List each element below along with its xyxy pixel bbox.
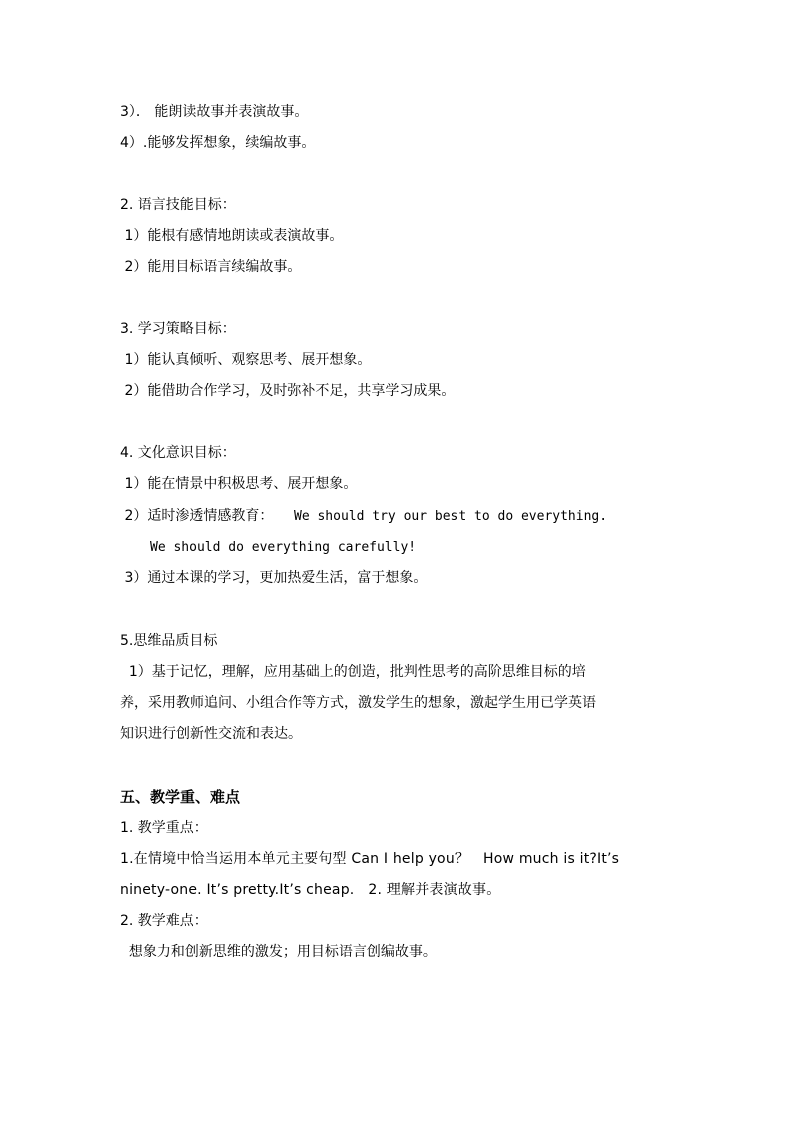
text-line: 知识进行创新性交流和表达。 xyxy=(120,726,302,742)
section-title: 5.思维品质目标 xyxy=(120,633,218,649)
text-line: 2）能借助合作学习，及时弥补不足，共享学习成果。 xyxy=(120,383,456,399)
text-line: 1）能根有感情地朗读或表演故事。 xyxy=(120,228,344,244)
text-line: 2. 教学难点： xyxy=(120,913,208,929)
text-line: 养，采用教师追问、小组合作等方式，激发学生的想象，激起学生用已学英语 xyxy=(120,695,596,711)
text-line: 3）通过本课的学习，更加热爱生活，富于想象。 xyxy=(120,570,428,586)
text-line: 1）能在情景中积极思考、展开想象。 xyxy=(120,476,358,492)
text-line-english: We should do everything carefully! xyxy=(150,540,417,555)
section-title: 2. 语言技能目标： xyxy=(120,197,236,213)
text-line: 4）.能够发挥想象，续编故事。 xyxy=(120,135,316,151)
section-title: 4. 文化意识目标： xyxy=(120,445,236,461)
text-line: 1）基于记忆，理解，应用基础上的创造，批判性思考的高阶思维目标的培 xyxy=(120,664,586,680)
text-line: ninety-one. It’s pretty.It’s cheap. 2. 理解并表演故事。 xyxy=(120,882,501,898)
text-line: 想象力和创新思维的激发；用目标语言创编故事。 xyxy=(120,944,437,960)
text-line: 3）． 能朗读故事并表演故事。 xyxy=(120,104,309,120)
text-line-english: We should try our best to do everything. xyxy=(294,509,608,524)
section-title: 3. 学习策略目标： xyxy=(120,321,236,337)
text-line: 1）能认真倾听、观察思考、展开想象。 xyxy=(120,352,372,368)
text-line: 1.在情境中恰当运用本单元主要句型 Can I help you？ How much is it?It’s xyxy=(120,851,620,867)
section-heading: 五、教学重、难点 xyxy=(120,788,241,806)
text-line: 1. 教学重点： xyxy=(120,820,208,836)
text-line: 2）能用目标语言续编故事。 xyxy=(120,259,302,275)
text-line: 2）适时渗透情感教育： xyxy=(120,508,274,524)
